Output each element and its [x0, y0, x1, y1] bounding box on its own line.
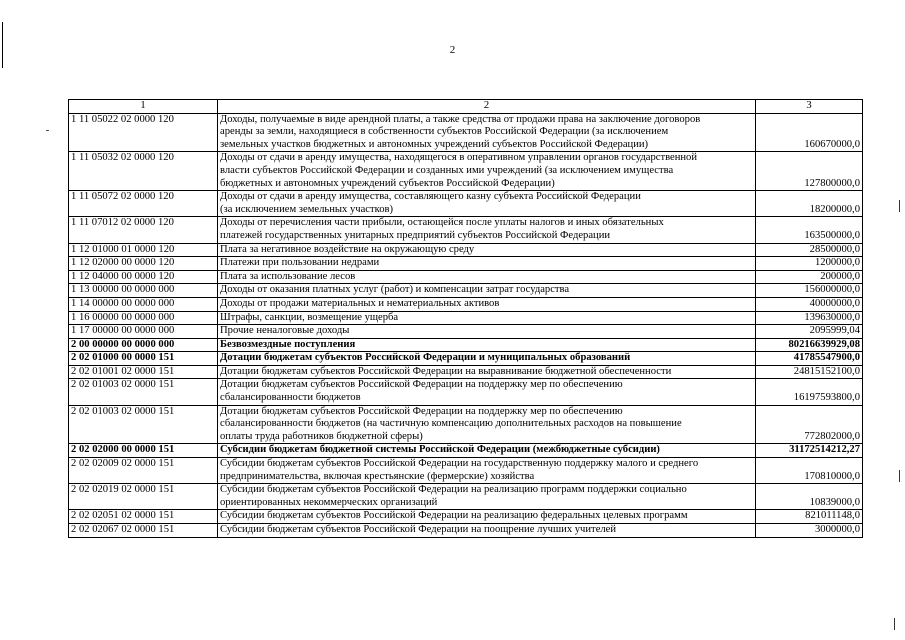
budget-code-cell: 1 13 00000 00 0000 000: [69, 284, 218, 298]
amount-cell: 28500000,0: [756, 243, 863, 257]
revenue-name-cell: [218, 325, 756, 339]
edge-mark: [894, 618, 895, 630]
revenue-name-line: ориентированных некоммерческих организаций: [220, 496, 438, 508]
revenue-name-line: оплаты труда работников бюджетной сферы): [220, 430, 423, 442]
revenue-name-cell: [218, 257, 756, 271]
amount-cell: 139630000,0: [756, 311, 863, 325]
amount-cell: 821011148,0: [756, 510, 863, 524]
budget-code-cell: 2 02 02000 00 0000 151: [69, 444, 218, 458]
table-row: [69, 338, 863, 352]
revenue-name-line: власти субъектов Российской Федерации и созданных ими учреждений (за исключением имущества: [220, 164, 674, 176]
revenue-name-line: Дотации бюджетам субъектов Российской Федерации на поддержку мер по обеспечению: [220, 405, 623, 417]
amount-cell: 160670000,0: [756, 113, 863, 152]
table-row: [69, 325, 863, 339]
table-row: [69, 352, 863, 366]
revenue-name-line: Дотации бюджетам субъектов Российской Федерации на выравнивание бюджетной обеспеченности: [220, 365, 672, 377]
amount-cell: 127800000,0: [756, 152, 863, 191]
budget-code-cell: 1 12 01000 01 0000 120: [69, 243, 218, 257]
budget-code-cell: 1 11 05022 02 0000 120: [69, 113, 218, 152]
budget-code-cell: 2 02 01003 02 0000 151: [69, 405, 218, 444]
edge-mark: [899, 200, 900, 212]
revenue-name-cell: [218, 113, 756, 152]
revenue-name-line: Платежи при пользовании недрами: [220, 257, 380, 269]
amount-cell: 16197593800,0: [756, 379, 863, 405]
budget-code-cell: 1 11 05032 02 0000 120: [69, 152, 218, 191]
table-row: [69, 458, 863, 484]
revenue-name-line: Субсидии бюджетам субъектов Российской Федерации на государственную поддержку малого и среднего: [220, 458, 699, 470]
revenue-name-line: бюджетных и автономных учреждений субъектов Российской Федерации): [220, 177, 555, 189]
revenue-name-line: (за исключением земельных участков): [220, 203, 394, 215]
margin-dot: [46, 130, 49, 131]
revenue-name-line: Доходы от сдачи в аренду имущества, составляющего казну субъекта Российской Федерации: [220, 191, 641, 203]
revenue-name-line: Субсидии бюджетам субъектов Российской Федерации на реализацию федеральных целевых программ: [220, 510, 688, 522]
revenue-name-line: земельных участков бюджетных и автономных учреждений субъектов Российской Федерации): [220, 138, 649, 150]
revenue-name-line: Плата за негативное воздействие на окружающую среду: [220, 243, 475, 255]
revenue-name-line: Доходы, получаемые в виде арендной платы, а также средства от продажи права на заключение договоров: [220, 113, 701, 125]
table-row: [69, 311, 863, 325]
revenue-name-line: Доходы от продажи материальных и нематериальных активов: [220, 297, 500, 309]
revenue-name-cell: [218, 217, 756, 243]
revenue-name-line: аренды за земли, находящиеся в собственности субъектов Российской Федерации (за исключением: [220, 126, 669, 138]
amount-cell: 31172514212,27: [756, 444, 863, 458]
revenue-name-cell: [218, 270, 756, 284]
budget-code-cell: 1 11 07012 02 0000 120: [69, 217, 218, 243]
budget-code-cell: 2 02 02067 02 0000 151: [69, 524, 218, 538]
table-row: [69, 191, 863, 217]
revenue-name-cell: [218, 297, 756, 311]
table-row: [69, 297, 863, 311]
amount-cell: 1200000,0: [756, 257, 863, 271]
budget-code-cell: 1 16 00000 00 0000 000: [69, 311, 218, 325]
revenue-name-line: Субсидии бюджетам субъектов Российской Федерации на поощрение лучших учителей: [220, 524, 617, 535]
header-column-2: 2: [218, 100, 756, 114]
revenue-name-line: Безвозмездные поступления: [220, 338, 356, 350]
revenue-name-cell: [218, 311, 756, 325]
budget-code-cell: 2 02 01000 00 0000 151: [69, 352, 218, 366]
revenue-name-line: Доходы от оказания платных услуг (работ) и компенсации затрат государства: [220, 284, 570, 296]
budget-code-cell: 1 12 02000 00 0000 120: [69, 257, 218, 271]
budget-code-cell: 1 11 05072 02 0000 120: [69, 191, 218, 217]
revenue-name-cell: [218, 405, 756, 444]
amount-cell: 2095999,04: [756, 325, 863, 339]
revenue-name-line: Дотации бюджетам субъектов Российской Федерации и муниципальных образований: [220, 352, 631, 364]
revenue-name-line: Доходы от сдачи в аренду имущества, находящегося в оперативном управлении органов государственной: [220, 152, 698, 164]
budget-code-cell: 1 14 00000 00 0000 000: [69, 297, 218, 311]
revenue-name-cell: [218, 243, 756, 257]
budget-code-cell: 2 02 01003 02 0000 151: [69, 379, 218, 405]
table-row: [69, 484, 863, 510]
table-row: [69, 405, 863, 444]
edge-mark: [899, 470, 900, 482]
revenue-name-cell: [218, 510, 756, 524]
amount-cell: 10839000,0: [756, 484, 863, 510]
revenue-name-line: Субсидии бюджетам субъектов Российской Федерации на реализацию программ поддержки социально: [220, 484, 687, 496]
table-row: [69, 524, 863, 538]
budget-code-cell: 1 12 04000 00 0000 120: [69, 270, 218, 284]
table-row: [69, 152, 863, 191]
table-row: [69, 270, 863, 284]
revenue-name-line: сбалансированности бюджетов (на частичную компенсацию дополнительных расходов на повышение: [220, 418, 682, 430]
budget-code-cell: 2 02 02051 02 0000 151: [69, 510, 218, 524]
table-row: [69, 510, 863, 524]
amount-cell: 200000,0: [756, 270, 863, 284]
revenue-name-cell: [218, 352, 756, 366]
revenue-name-cell: [218, 338, 756, 352]
revenue-name-cell: [218, 284, 756, 298]
table-body: [69, 100, 863, 538]
amount-cell: 3000000,0: [756, 524, 863, 538]
revenue-name-cell: [218, 484, 756, 510]
table-row: [69, 365, 863, 379]
amount-cell: 170810000,0: [756, 458, 863, 484]
budget-code-cell: 1 17 00000 00 0000 000: [69, 325, 218, 339]
table-row: [69, 257, 863, 271]
budget-code-cell: 2 00 00000 00 0000 000: [69, 338, 218, 352]
revenue-name-line: Штрафы, санкции, возмещение ущерба: [220, 311, 399, 323]
revenue-name-line: Субсидии бюджетам бюджетной системы Российской Федерации (межбюджетные субсидии): [220, 444, 660, 456]
amount-cell: 80216639929,08: [756, 338, 863, 352]
amount-cell: 156000000,0: [756, 284, 863, 298]
amount-cell: 24815152100,0: [756, 365, 863, 379]
amount-cell: 163500000,0: [756, 217, 863, 243]
revenue-name-line: предпринимательства, включая крестьянские (фермерские) хозяйства: [220, 470, 535, 482]
table-row: [69, 113, 863, 152]
table-row: [69, 444, 863, 458]
header-column-3: 3: [756, 100, 863, 114]
revenue-name-cell: [218, 365, 756, 379]
table-row: [69, 379, 863, 405]
table-row: [69, 284, 863, 298]
revenue-name-line: Доходы от перечисления части прибыли, остающейся после уплаты налогов и иных обязательных: [220, 217, 664, 229]
revenue-name-line: сбалансированности бюджетов: [220, 392, 361, 404]
amount-cell: 18200000,0: [756, 191, 863, 217]
header-column-1: 1: [69, 100, 218, 114]
page-number: 2: [449, 44, 456, 56]
amount-cell: 41785547900,0: [756, 352, 863, 366]
table-row: [69, 243, 863, 257]
table-row: [69, 217, 863, 243]
revenue-name-line: Дотации бюджетам субъектов Российской Федерации на поддержку мер по обеспечению: [220, 379, 623, 391]
revenue-name-line: Плата за использование лесов: [220, 270, 356, 282]
budget-revenue-table: [68, 99, 863, 538]
revenue-name-cell: [218, 379, 756, 405]
revenue-name-line: Прочие неналоговые доходы: [220, 325, 350, 337]
budget-code-cell: 2 02 02019 02 0000 151: [69, 484, 218, 510]
revenue-name-cell: [218, 458, 756, 484]
table-header-row: [69, 100, 863, 114]
budget-code-cell: 2 02 02009 02 0000 151: [69, 458, 218, 484]
revenue-name-cell: [218, 444, 756, 458]
revenue-name-line: платежей государственных унитарных предприятий субъектов Российской Федерации: [220, 229, 611, 241]
revenue-name-cell: [218, 152, 756, 191]
revenue-name-cell: [218, 524, 756, 538]
amount-cell: 772802000,0: [756, 405, 863, 444]
revenue-name-cell: [218, 191, 756, 217]
budget-code-cell: 2 02 01001 02 0000 151: [69, 365, 218, 379]
amount-cell: 40000000,0: [756, 297, 863, 311]
